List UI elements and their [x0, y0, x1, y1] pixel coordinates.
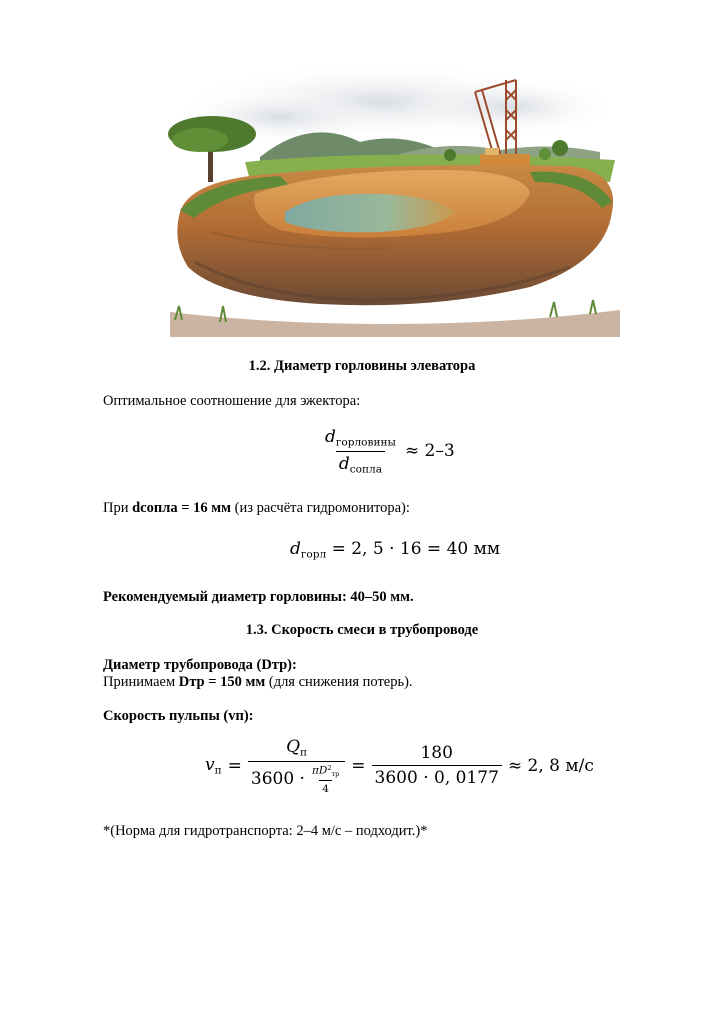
quarry-image	[150, 62, 630, 344]
throat-recommendation: Рекомендуемый диаметр горловины: 40–50 мм.	[103, 589, 414, 605]
ratio-approx-value: ≈ 2–3	[404, 441, 455, 462]
throat-calc-formula: $d_{горл} = 2$, 5 · 16 = 40 мм	[290, 539, 501, 561]
pipe-diameter-text: Принимаем Dтр = 150 мм (для снижения потерь).	[103, 674, 413, 690]
quarry-illustration	[150, 62, 630, 344]
velocity-fraction-symbolic: $Q_п$ 3600 · $\frac{\pi D^2_{тр}}{4}$	[248, 737, 345, 795]
ratio-denominator-subscript: сопла	[349, 463, 382, 476]
pipe-diameter-value: Dтр = 150 мм	[178, 674, 266, 690]
ratio-fraction: $\frac{d_{горловины}}{d_{сопла}}$	[325, 427, 396, 476]
section-heading-1-2: 1.2. Диаметр горловины элеватора	[248, 358, 476, 374]
throat-calc-result: = 2, 5 · 16 = 40 мм	[331, 539, 501, 559]
section-heading-1-3: 1.3. Скорость смеси в трубопроводе	[245, 622, 479, 638]
ratio-numerator-subscript: горловины	[335, 436, 396, 449]
ratio-formula	[322, 427, 455, 475]
velocity-fraction-numeric: $\frac{180}{3600 \cdot 0, 0177}$	[372, 743, 502, 788]
hydrotransport-note: *(Норма для гидротранспорта: 2–4 м/с – подходит.)*	[103, 823, 428, 839]
ejector-intro-text: Оптимальное соотношение для эжектора:	[103, 393, 361, 409]
velocity-result: ≈ 2, 8 м/с	[507, 755, 594, 776]
pipe-diameter-title: Диаметр трубопровода (Dтр):	[103, 657, 297, 673]
nozzle-given-text: При dсопла = 16 мм (из расчёта гидромонитора):	[103, 500, 410, 516]
velocity-formula: $v_п$ = $Q_п$ 3600 · $\frac{\pi D^2_{тр}}{4}$ = $\frac{180}{3600 \cdot 0, 0177}$ ≈ 2, 8 м/с	[205, 737, 594, 795]
nozzle-diameter-value: dсопла = 16 мм	[132, 500, 231, 516]
pulp-velocity-title: Скорость пульпы (vп):	[103, 708, 254, 724]
area-fraction: $\frac{\pi D^2_{тр}}{4}$	[311, 763, 340, 795]
